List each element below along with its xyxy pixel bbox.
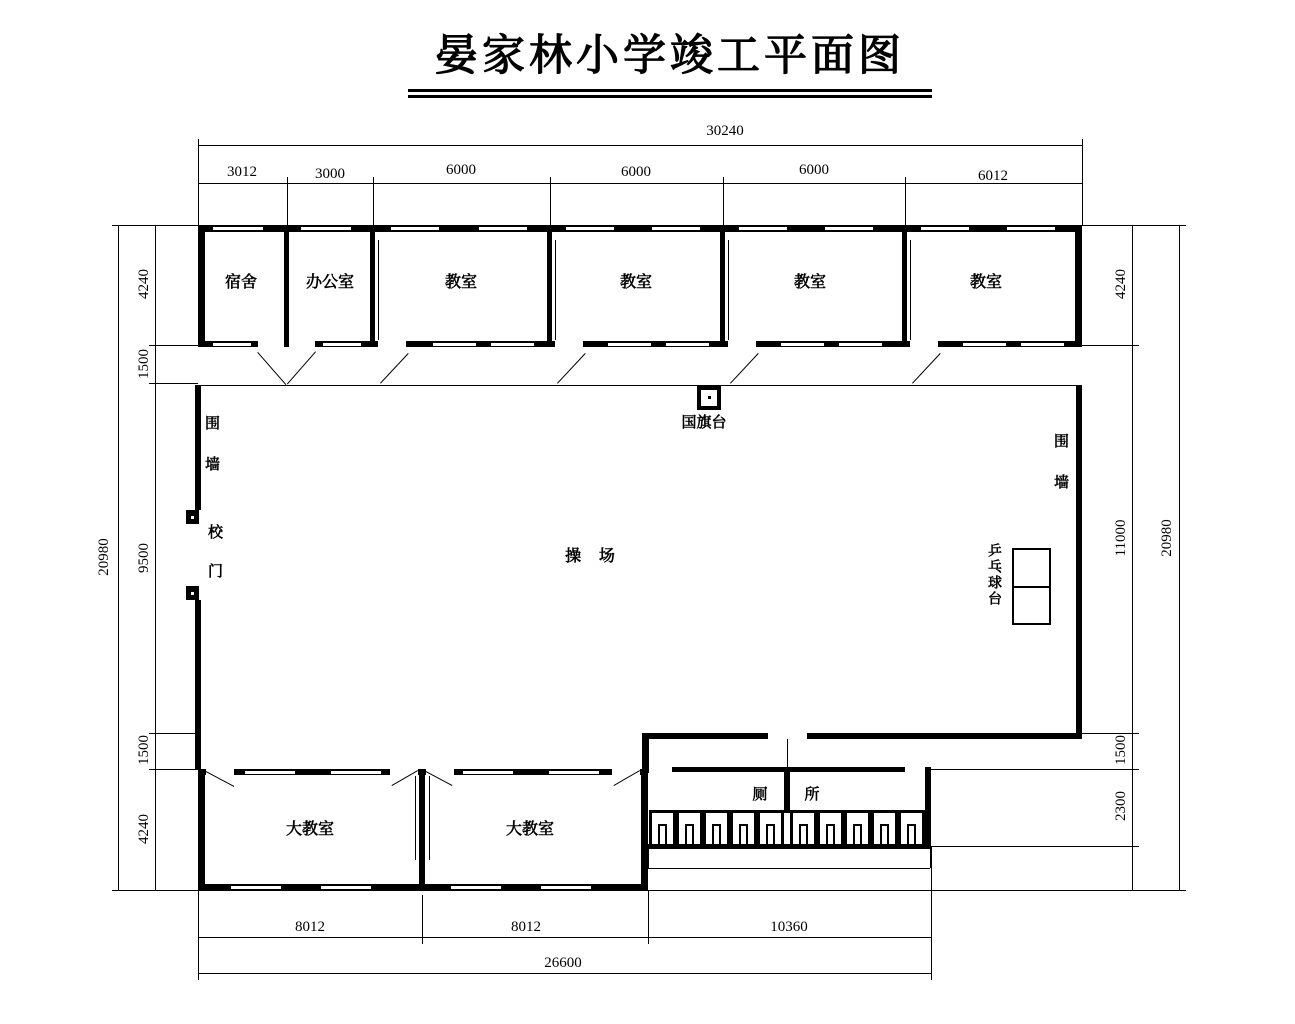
- window: [1020, 342, 1065, 347]
- wall: [1075, 225, 1082, 347]
- toilet-pit: [766, 824, 775, 844]
- walkway-line: [648, 868, 930, 869]
- room-label-big-classroom: 大教室: [285, 821, 334, 838]
- extension-line: [155, 733, 198, 734]
- door-swing: [287, 351, 316, 384]
- dim-bottom-seg: 8012: [511, 919, 541, 935]
- dim-top-seg: 3012: [227, 164, 257, 180]
- dim-right-seg: 11000: [1113, 519, 1129, 557]
- walkway-line: [198, 385, 1082, 386]
- title-underline: [408, 95, 932, 98]
- dim-bottom-seg: 8012: [295, 919, 325, 935]
- extension-line: [931, 846, 1132, 847]
- toilet-pit: [658, 824, 667, 844]
- dim-top-seg: 6000: [799, 162, 829, 178]
- screen-wall: [787, 739, 788, 767]
- window: [920, 226, 970, 231]
- toilet-pit: [826, 824, 835, 844]
- toilet-stall: [757, 810, 784, 847]
- pingpong-table-net: [1012, 586, 1051, 588]
- extension-line: [1082, 345, 1132, 346]
- dim-line: [198, 183, 1083, 184]
- title-underline: [408, 89, 932, 92]
- wall-partition: [370, 225, 375, 347]
- door-opening: [728, 341, 756, 347]
- wall: [642, 733, 649, 773]
- window: [738, 226, 788, 231]
- extension-line: [1082, 145, 1083, 225]
- wall: [642, 733, 768, 739]
- window: [1006, 226, 1056, 231]
- wall: [198, 769, 205, 891]
- dim-line: [1132, 225, 1133, 891]
- door-leaf: [378, 240, 379, 340]
- toilet-pit: [739, 824, 748, 844]
- wall: [807, 733, 1082, 739]
- window: [490, 342, 535, 347]
- window: [540, 885, 592, 890]
- dim-top-seg: 6000: [621, 164, 651, 180]
- door-opening: [258, 341, 284, 347]
- toilet-stall: [790, 810, 817, 847]
- window: [330, 770, 382, 775]
- dim-left-seg: 9500: [136, 543, 152, 573]
- perimeter-wall-label: 围墙: [203, 415, 220, 497]
- window: [665, 342, 710, 347]
- dim-top-seg: 6012: [978, 168, 1008, 184]
- dim-line: [155, 225, 156, 891]
- walkway-line: [930, 849, 931, 868]
- toilet-pit: [799, 824, 808, 844]
- toilet-stall: [649, 810, 676, 847]
- wall-partition: [902, 225, 907, 347]
- extension-line: [648, 891, 649, 937]
- window: [390, 226, 440, 231]
- window: [962, 342, 1007, 347]
- dim-left-seg: 4240: [136, 269, 152, 299]
- window: [462, 770, 514, 775]
- extension-line: [422, 895, 423, 937]
- door-leaf: [910, 240, 911, 340]
- extension-line: [1082, 225, 1179, 226]
- gate-post-dot: [191, 516, 194, 519]
- window: [478, 226, 528, 231]
- extension-line: [931, 847, 932, 973]
- door-swing: [380, 353, 409, 384]
- school-gate-label: 校门: [206, 524, 223, 602]
- dim-right-total: 20980: [1159, 519, 1175, 557]
- wall-partition: [419, 769, 425, 891]
- extension-line: [723, 183, 724, 225]
- dim-bottom-total: 26600: [544, 955, 582, 971]
- door-swing: [912, 353, 941, 384]
- wall-partition: [284, 225, 289, 347]
- extension-line: [155, 345, 198, 346]
- window: [244, 770, 296, 775]
- perimeter-wall-label: 围墙: [1052, 433, 1069, 515]
- perimeter-wall: [195, 385, 201, 510]
- window: [320, 885, 372, 890]
- extension-line: [931, 769, 1132, 770]
- dim-bottom-seg: 10360: [770, 919, 808, 935]
- room-label-office: 办公室: [305, 274, 354, 291]
- wall-partition: [547, 225, 552, 347]
- room-label-classroom: 教室: [793, 274, 826, 291]
- dim-left-total: 20980: [96, 538, 112, 576]
- extension-line: [287, 183, 288, 225]
- door-leaf: [555, 240, 556, 340]
- wall: [644, 844, 931, 849]
- window: [651, 226, 701, 231]
- pingpong-table-label: 乒乓球台: [987, 543, 1003, 607]
- extension-line: [648, 890, 1179, 891]
- door-leaf: [429, 776, 430, 860]
- wall-partition: [720, 225, 725, 347]
- window: [212, 226, 264, 231]
- dim-right-seg: 4240: [1113, 269, 1129, 299]
- wall: [641, 769, 648, 891]
- toilet-stall: [676, 810, 703, 847]
- dim-right-seg: 1500: [1113, 735, 1129, 765]
- wall-partition: [784, 767, 790, 813]
- dim-line: [198, 145, 1083, 146]
- window: [548, 770, 600, 775]
- door-swing: [730, 353, 759, 384]
- perimeter-wall: [1076, 385, 1082, 733]
- window: [322, 342, 362, 347]
- playground-label: 操 场: [565, 548, 615, 565]
- window: [824, 226, 874, 231]
- dim-top-seg: 3000: [315, 166, 345, 182]
- dim-left-seg: 4240: [136, 814, 152, 844]
- door-opening: [910, 341, 938, 347]
- gate-post-dot: [191, 592, 194, 595]
- dim-right-seg: 2300: [1113, 791, 1129, 821]
- toilet-stall: [730, 810, 757, 847]
- dim-line: [1179, 225, 1180, 891]
- door-leaf: [415, 776, 416, 860]
- window: [300, 226, 352, 231]
- door-swing: [257, 352, 286, 385]
- walkway-line: [648, 849, 649, 868]
- room-label-big-classroom: 大教室: [505, 821, 554, 838]
- window: [450, 885, 502, 890]
- door-opening: [289, 341, 315, 347]
- toilet-stall: [871, 810, 898, 847]
- extension-line: [550, 183, 551, 225]
- room-label-toilet: 厕: [752, 786, 768, 803]
- flag-platform-label: 国旗台: [681, 414, 727, 431]
- toilet-pit: [685, 824, 694, 844]
- toilet-stall: [898, 810, 925, 847]
- dim-left-seg: 1500: [136, 735, 152, 765]
- door-leaf: [728, 240, 729, 340]
- room-label-toilet: 所: [804, 786, 820, 803]
- room-label-classroom: 教室: [619, 274, 652, 291]
- dim-top-total: 30240: [706, 123, 744, 139]
- window: [230, 885, 282, 890]
- door-opening: [555, 341, 583, 347]
- door-swing: [557, 353, 586, 384]
- extension-line: [118, 225, 198, 226]
- room-label-classroom: 教室: [969, 274, 1002, 291]
- toilet-pit: [712, 824, 721, 844]
- flag-platform-dot: [708, 396, 711, 399]
- extension-line: [373, 183, 374, 225]
- extension-line: [198, 891, 199, 973]
- room-label-dorm: 宿舍: [224, 274, 257, 291]
- extension-line: [905, 183, 906, 225]
- extension-line: [155, 769, 198, 770]
- toilet-pit: [880, 824, 889, 844]
- dim-line: [198, 973, 931, 974]
- window: [565, 226, 615, 231]
- window: [780, 342, 825, 347]
- toilet-stall: [817, 810, 844, 847]
- door-opening: [378, 341, 406, 347]
- dim-left-seg: 1500: [136, 349, 152, 379]
- extension-line: [118, 890, 198, 891]
- toilet-stall: [844, 810, 871, 847]
- perimeter-wall: [195, 600, 201, 769]
- toilet-stall: [703, 810, 730, 847]
- dim-line: [118, 225, 119, 891]
- dim-top-seg: 6000: [446, 162, 476, 178]
- wall: [925, 767, 931, 848]
- dim-line: [198, 937, 931, 938]
- window: [432, 342, 477, 347]
- toilet-pit: [907, 824, 916, 844]
- toilet-pit: [853, 824, 862, 844]
- room-label-classroom: 教室: [444, 274, 477, 291]
- extension-line: [155, 383, 198, 384]
- window: [212, 342, 252, 347]
- window: [607, 342, 652, 347]
- window: [838, 342, 883, 347]
- extension-line: [198, 145, 199, 225]
- page-title: 晏家林小学竣工平面图: [435, 32, 905, 80]
